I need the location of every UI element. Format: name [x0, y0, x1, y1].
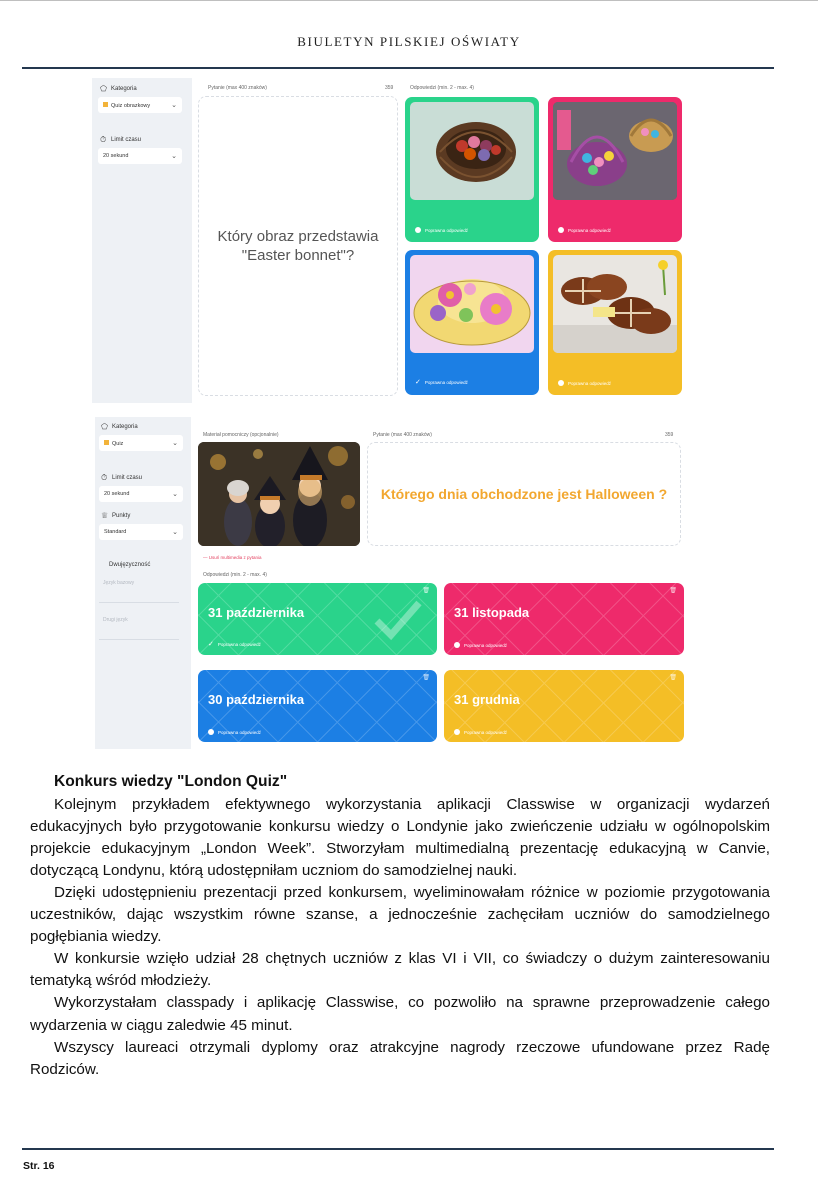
quiz-sidebar: [92, 78, 192, 403]
answer-option-2[interactable]: 🗑 31 listopada Poprawna odpowiedź: [444, 583, 684, 655]
article-title: Konkurs wiedzy "London Quiz": [54, 773, 288, 790]
time-limit-label: ⏱ Limit czasu: [101, 473, 143, 482]
base-language-select[interactable]: [99, 589, 179, 603]
stopwatch-icon: ⏱: [101, 473, 108, 482]
award-icon: ♕: [101, 511, 109, 520]
trash-icon[interactable]: 🗑: [669, 588, 677, 594]
base-language-label: Język bazowy: [103, 580, 135, 586]
bilingual-label: Dwujęzyczność: [109, 562, 151, 568]
answer-label: 31 listopada: [454, 605, 530, 620]
header-rule: [22, 67, 774, 69]
radio-icon[interactable]: [558, 227, 564, 233]
question-input[interactable]: [198, 96, 398, 396]
answer-label: 31 grudnia: [454, 692, 520, 707]
article: [30, 771, 770, 1081]
radio-icon[interactable]: [415, 227, 421, 233]
question-label: Pytanie (max 400 znaków): [208, 85, 267, 91]
article-paragraph: Kolejnym przykładem efektywnego wykorzystania aplikacji Classwise w organizacji wydarzeń edukacyjnych było przygotowanie konkursu wiedzy o Londynie jako zwieńczenie udziału w ogólnopolskim projekcie edukacyjnym „London Week”. Stworzyłam multimedialną prezentację edukacyjną w Canvie, dotyczącą Londynu, którą udostępniłam uczniom do samodzielnej nauki.: [30, 795, 770, 879]
chevron-down-icon: ⌄: [171, 153, 177, 160]
hot-cross-buns-image: [553, 255, 677, 353]
article-paragraph: Dzięki udostępnieniu prezentacji przed konkursem, wyeliminowałam różnice w poziomie przygotowania uczestników, dając wszystkim równe szanse, a jednocześnie zachęciłam uczniów do samodzielnego pogłębiania wiedzy.: [30, 883, 770, 946]
quiz-screenshot-2: [95, 417, 689, 749]
remove-media-link[interactable]: — Usuń multimedia z pytania: [203, 555, 262, 560]
page-header-title: BIULETYN PILSKIEJ OŚWIATY: [297, 34, 521, 49]
answer-option-3[interactable]: 🗑 30 października Poprawna odpowiedź: [198, 670, 437, 742]
check-circle-icon[interactable]: ✓: [208, 641, 214, 648]
article-paragraph: Wszyscy laureaci otrzymali dyplomy oraz atrakcyjne nagrody rzeczowe ufundowane przez Radę Rodziców.: [30, 1038, 770, 1078]
chevron-down-icon: ⌄: [172, 529, 178, 536]
category-color-icon: [104, 440, 109, 445]
second-language-label: Drugi język: [103, 617, 128, 623]
answers-label: Odpowiedzi (min. 2 - max. 4): [410, 85, 474, 91]
question-label: Pytanie (max 400 znaków): [373, 432, 432, 438]
time-limit-select[interactable]: 20 sekund ⌄: [99, 486, 183, 502]
page-number: Str. 16: [23, 1160, 55, 1172]
chevron-down-icon: ⌄: [172, 491, 178, 498]
category-color-icon: [103, 102, 108, 107]
radio-icon[interactable]: [454, 642, 460, 648]
time-limit-select[interactable]: 20 sekund ⌄: [98, 148, 182, 164]
check-circle-icon[interactable]: ✓: [415, 379, 421, 386]
media-label: Materiał pomocniczy (opcjonalnie): [203, 432, 279, 438]
radio-icon[interactable]: [454, 729, 460, 735]
answer-option-4[interactable]: 🗑 31 grudnia Poprawna odpowiedź: [444, 670, 684, 742]
article-paragraph: Wykorzystałam classpady i aplikację Classwise, co pozwoliło na sprawne przeprowadzenie całego wydarzenia w ciągu zaledwie 45 minut.: [30, 994, 770, 1034]
points-label: ♕ Punkty: [101, 511, 131, 520]
time-limit-label: ⏱ Limit czasu: [100, 135, 142, 144]
footer-rule: [22, 1148, 774, 1150]
category-select[interactable]: Quiz obrazkowy ⌄: [98, 97, 182, 113]
category-select[interactable]: Quiz ⌄: [99, 435, 183, 451]
top-rule: [0, 0, 818, 1]
question-char-count: 359: [665, 432, 674, 438]
easter-nest-image: [410, 102, 534, 200]
answer-label: 31 października: [208, 605, 305, 620]
trash-icon[interactable]: 🗑: [669, 675, 677, 681]
answer-card-3[interactable]: ✓ Poprawna odpowiedź: [405, 250, 539, 395]
answer-label: 30 października: [208, 692, 305, 707]
stopwatch-icon: ⏱: [100, 135, 107, 144]
points-select[interactable]: Standard ⌄: [99, 524, 183, 540]
question-text: Który obraz przedstawia "Easter bonnet"?: [217, 228, 379, 264]
answer-card-4[interactable]: Poprawna odpowiedź: [548, 250, 682, 395]
answer-card-2[interactable]: Poprawna odpowiedź: [548, 97, 682, 242]
easter-bonnet-image: [410, 255, 534, 353]
radio-icon[interactable]: [208, 729, 214, 735]
answer-card-1[interactable]: Poprawna odpowiedź: [405, 97, 539, 242]
checkmark-icon: [373, 597, 423, 641]
category-label: ⬠ Kategoria: [101, 422, 138, 431]
chevron-down-icon: ⌄: [172, 440, 178, 447]
second-language-select[interactable]: [99, 626, 179, 640]
tag-icon: ⬠: [101, 422, 108, 431]
category-label: ⬠ Kategoria: [100, 84, 137, 93]
answers-label: Odpowiedzi (min. 2 - max. 4): [203, 572, 267, 578]
tag-icon: ⬠: [100, 84, 107, 93]
question-text: Którego dnia obchodzone jest Halloween ?: [380, 486, 668, 502]
answer-option-1[interactable]: 🗑 31 października ✓ Poprawna odpowiedź: [198, 583, 437, 655]
article-paragraph: W konkursie wzięło udział 28 chętnych uczniów z klas VI i VII, co świadczy o dużym zainteresowaniu tematyką wśród młodzieży.: [30, 950, 770, 990]
trash-icon[interactable]: 🗑: [422, 588, 430, 594]
easter-basket-image: [553, 102, 677, 200]
trash-icon[interactable]: 🗑: [422, 675, 430, 681]
halloween-children-image: [198, 442, 360, 546]
chevron-down-icon: ⌄: [171, 102, 177, 109]
radio-icon[interactable]: [558, 380, 564, 386]
question-char-count: 359: [385, 85, 394, 91]
question-input[interactable]: [367, 442, 681, 546]
quiz-screenshot-1: [92, 78, 684, 403]
